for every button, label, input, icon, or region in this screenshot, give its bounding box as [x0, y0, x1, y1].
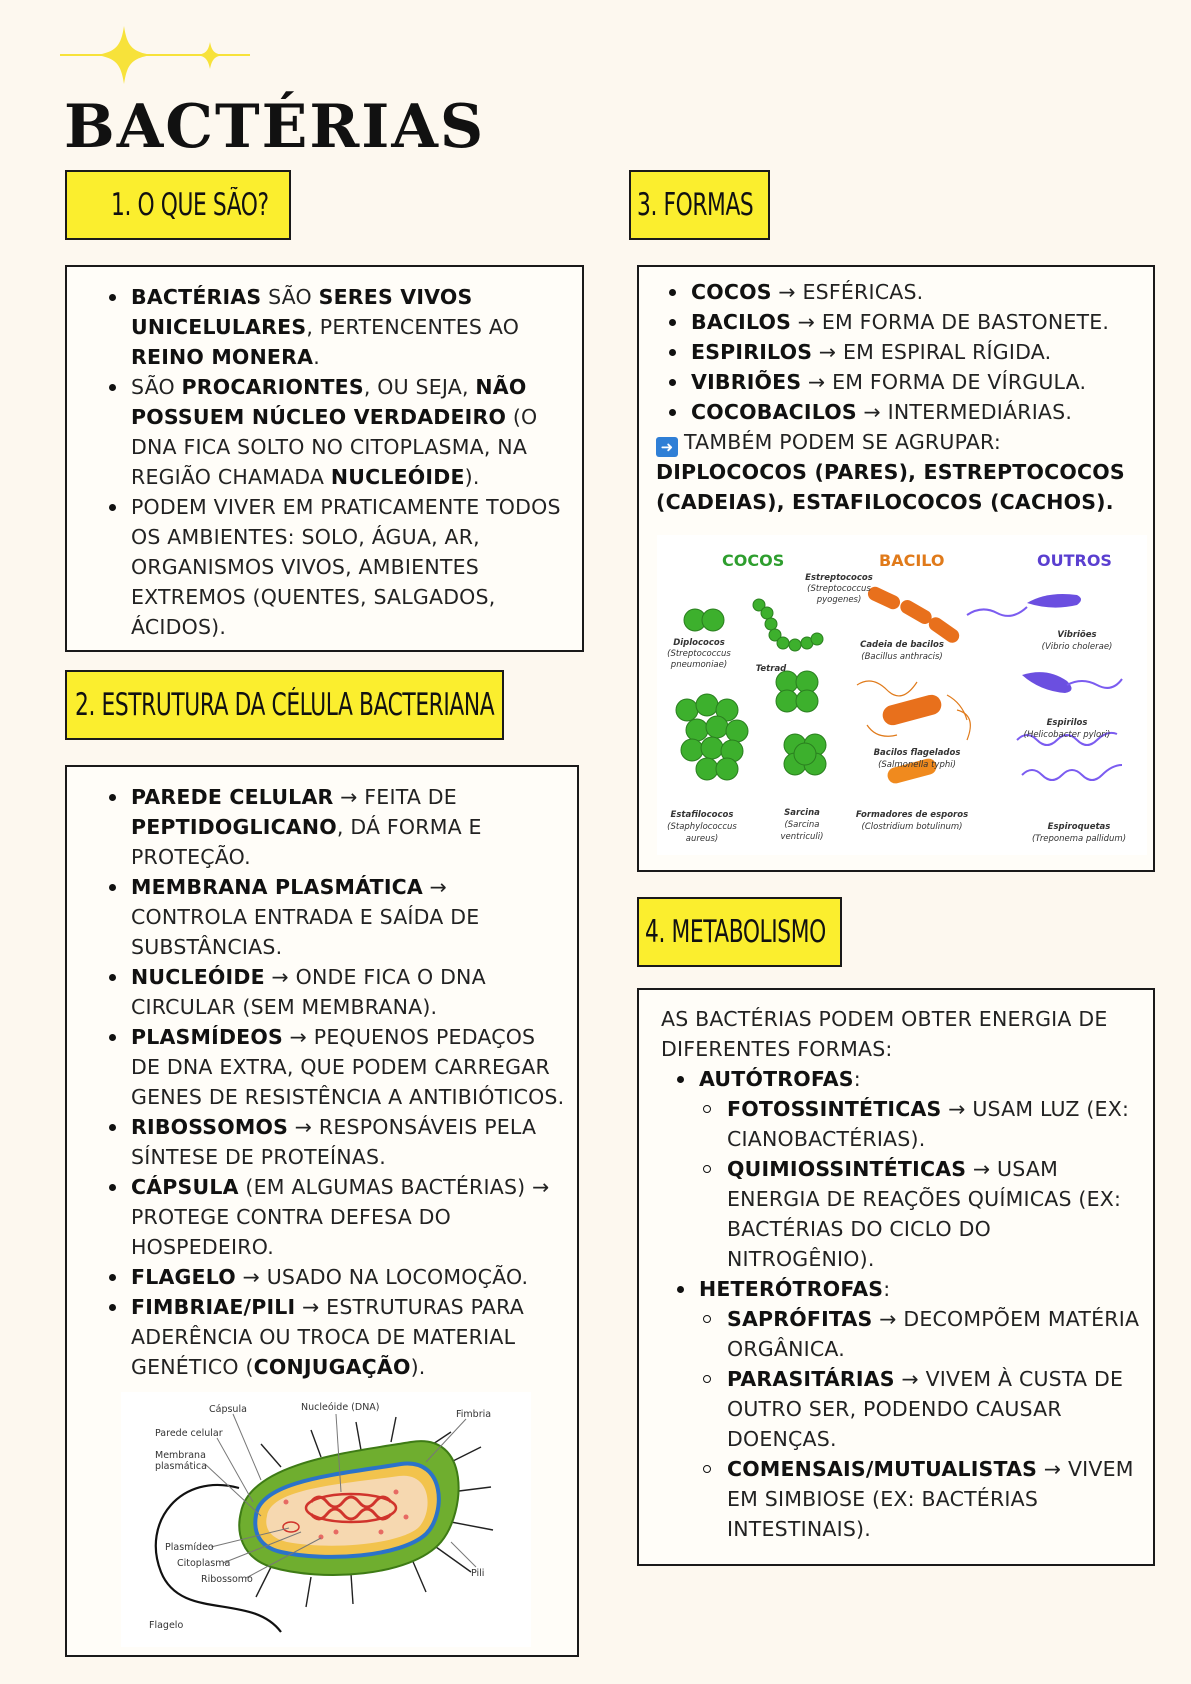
- label-fimbria: Fimbria: [456, 1409, 492, 1420]
- section-3-header: 3. FORMAS: [629, 170, 770, 240]
- label-flagelo: Flagelo: [149, 1620, 184, 1631]
- group-bold: DIPLOCOCOS (PARES), ESTREPTOCOCOS (CADEIAS), ESTAFILOCOCOS (CACHOS).: [656, 460, 1125, 514]
- svg-text:pyogenes): pyogenes): [816, 595, 862, 605]
- list-item: CÁPSULA (EM ALGUMAS BACTÉRIAS) → PROTEGE CONTRA DEFESA DO HOSPEDEIRO.: [107, 1172, 569, 1262]
- list-item: FOTOSSINTÉTICAS → USAM LUZ (EX: CIANOBACTÉRIAS).: [699, 1094, 1145, 1154]
- header-cocos: COCOS: [722, 551, 785, 570]
- section-2-content: [65, 765, 579, 1657]
- svg-text:Tetrad: Tetrad: [755, 664, 787, 674]
- svg-text:Espiroquetas: Espiroquetas: [1047, 822, 1111, 832]
- list-item: FIMBRIAE/PILI → ESTRUTURAS PARA ADERÊNCIA OU TROCA DE MATERIAL GENÉTICO (CONJUGAÇÃO).: [107, 1292, 569, 1382]
- label-nucleoide: Nucleóide (DNA): [301, 1402, 380, 1413]
- list-item: ESPIRILOS → EM ESPIRAL RÍGIDA.: [667, 337, 1147, 367]
- label-parede: Parede celular: [155, 1428, 223, 1439]
- page-title: BACTÉRIAS: [64, 92, 486, 162]
- list-item: COCOS → ESFÉRICAS.: [667, 277, 1147, 307]
- svg-text:(Vibrio cholerae): (Vibrio cholerae): [1041, 642, 1113, 652]
- metabolism-list: [675, 1064, 1145, 1544]
- svg-text:aureus): aureus): [685, 834, 719, 844]
- svg-text:Formadores de esporos: Formadores de esporos: [855, 810, 969, 820]
- svg-text:ventriculi): ventriculi): [780, 832, 824, 842]
- sparkle-decoration-icon: [60, 22, 260, 92]
- svg-text:Bacilos flagelados: Bacilos flagelados: [873, 748, 961, 758]
- header-bacilo: BACILO: [879, 551, 945, 570]
- list-item: PARASITÁRIAS → VIVEM À CUSTA DE OUTRO SER, PODENDO CAUSAR DOENÇAS.: [699, 1364, 1145, 1454]
- list-item: RIBOSSOMOS → RESPONSÁVEIS PELA SÍNTESE DE PROTEÍNAS.: [107, 1112, 569, 1172]
- svg-text:(Sarcina: (Sarcina: [784, 820, 820, 830]
- svg-text:(Streptococcus: (Streptococcus: [807, 584, 871, 594]
- svg-text:Estafilococos: Estafilococos: [670, 810, 734, 820]
- svg-text:(Clostridium botulinum): (Clostridium botulinum): [861, 822, 963, 832]
- svg-text:(Streptococcus: (Streptococcus: [667, 649, 731, 659]
- list-item: PAREDE CELULAR → FEITA DE PEPTIDOGLICANO, DÁ FORMA E PROTEÇÃO.: [107, 782, 569, 872]
- bacteria-shapes-diagram: [657, 535, 1147, 855]
- list-item: MEMBRANA PLASMÁTICA → CONTROLA ENTRADA E SAÍDA DE SUBSTÂNCIAS.: [107, 872, 569, 962]
- group-intro: ➜ TAMBÉM PODEM SE AGRUPAR:: [656, 427, 1146, 457]
- list-item-heterotrofas: HETERÓTROFAS: SAPRÓFITAS → DECOMPÕEM MATÉRIA ORGÂNICA. PARASITÁRIAS → VIVEM À CUSTA DE OUTRO SER, PODENDO CAUSAR DOENÇAS. COMENSAIS/MUTUALISTAS → VIVEM EM SIMBIOSE (EX: BACTÉRIAS INTESTINAIS).: [675, 1274, 1145, 1544]
- list-item: PLASMÍDEOS → PEQUENOS PEDAÇOS DE DNA EXTRA, QUE PODEM CARREGAR GENES DE RESISTÊNCIA A ANTIBIÓTICOS.: [107, 1022, 569, 1112]
- list-item: QUIMIOSSINTÉTICAS → USAM ENERGIA DE REAÇÕES QUÍMICAS (EX: BACTÉRIAS DO CICLO DO NITROGÊNIO).: [699, 1154, 1145, 1274]
- label-plasmideo: Plasmídeo: [165, 1542, 214, 1553]
- svg-text:Cadeia de bacilos: Cadeia de bacilos: [860, 640, 944, 650]
- svg-text:(Helicobacter pylori): (Helicobacter pylori): [1023, 730, 1111, 740]
- svg-text:Diplococos: Diplococos: [673, 638, 725, 648]
- label-citoplasma: Citoplasma: [177, 1558, 231, 1569]
- svg-text:Espirilos: Espirilos: [1046, 718, 1088, 728]
- list-item: FLAGELO → USADO NA LOCOMOÇÃO.: [107, 1262, 569, 1292]
- list-item: BACILOS → EM FORMA DE BASTONETE.: [667, 307, 1147, 337]
- bacterial-cell-diagram: [121, 1392, 531, 1647]
- label-membrana-1: Membrana: [155, 1450, 206, 1461]
- svg-text:pneumoniae): pneumoniae): [670, 660, 728, 670]
- right-arrow-icon: ➜: [656, 437, 678, 457]
- list-item: SAPRÓFITAS → DECOMPÕEM MATÉRIA ORGÂNICA.: [699, 1304, 1145, 1364]
- list-item: COMENSAIS/MUTUALISTAS → VIVEM EM SIMBIOSE (EX: BACTÉRIAS INTESTINAIS).: [699, 1454, 1145, 1544]
- svg-text:(Salmonella typhi): (Salmonella typhi): [878, 760, 956, 770]
- list-item: PODEM VIVER EM PRATICAMENTE TODOS OS AMBIENTES: SOLO, ÁGUA, AR, ORGANISMOS VIVOS, AMBIENTES EXTREMOS (QUENTES, SALGADOS, ÁCIDOS).: [107, 492, 567, 642]
- section-2-header: 2. ESTRUTURA DA CÉLULA BACTERIANA: [65, 670, 504, 740]
- list-item: BACTÉRIAS SÃO SERES VIVOS UNICELULARES, PERTENCENTES AO REINO MONERA.: [107, 282, 567, 372]
- label-capsula: Cápsula: [209, 1404, 247, 1415]
- svg-text:Vibriões: Vibriões: [1057, 630, 1097, 640]
- svg-text:(Bacillus anthracis): (Bacillus anthracis): [861, 652, 943, 662]
- section-1-header: 1. O QUE SÃO?: [65, 170, 291, 240]
- svg-text:Sarcina: Sarcina: [784, 808, 820, 818]
- section-1-list: [107, 282, 567, 642]
- section-4-header: 4. METABOLISMO: [637, 897, 842, 967]
- section-3-content: [637, 265, 1155, 872]
- list-item: NUCLEÓIDE → ONDE FICA O DNA CIRCULAR (SEM MEMBRANA).: [107, 962, 569, 1022]
- svg-text:(Staphylococcus: (Staphylococcus: [667, 822, 737, 832]
- list-item: SÃO PROCARIONTES, OU SEJA, NÃO POSSUEM NÚCLEO VERDADEIRO (O DNA FICA SOLTO NO CITOPLASMA, NA REGIÃO CHAMADA NUCLEÓIDE).: [107, 372, 567, 492]
- label-membrana-2: plasmática: [155, 1461, 207, 1472]
- label-ribossomo: Ribossomo: [201, 1574, 253, 1585]
- section-3-list: [667, 277, 1147, 427]
- list-item: COCOBACILOS → INTERMEDIÁRIAS.: [667, 397, 1147, 427]
- svg-text:Estreptococos: Estreptococos: [805, 573, 873, 583]
- list-item: VIBRIÕES → EM FORMA DE VÍRGULA.: [667, 367, 1147, 397]
- list-item-autotrofas: AUTÓTROFAS: FOTOSSINTÉTICAS → USAM LUZ (EX: CIANOBACTÉRIAS). QUIMIOSSINTÉTICAS → USAM ENERGIA DE REAÇÕES QUÍMICAS (EX: BACTÉRIAS DO CICLO DO NITROGÊNIO).: [675, 1064, 1145, 1274]
- section-2-list: [107, 782, 569, 1382]
- metabolism-intro: AS BACTÉRIAS PODEM OBTER ENERGIA DE DIFERENTES FORMAS:: [661, 1007, 1108, 1061]
- section-4-content: [637, 988, 1155, 1566]
- svg-text:(Treponema pallidum): (Treponema pallidum): [1031, 834, 1127, 844]
- section-1-content: [65, 265, 584, 652]
- header-outros: OUTROS: [1037, 551, 1112, 570]
- label-pili: Pili: [471, 1568, 485, 1579]
